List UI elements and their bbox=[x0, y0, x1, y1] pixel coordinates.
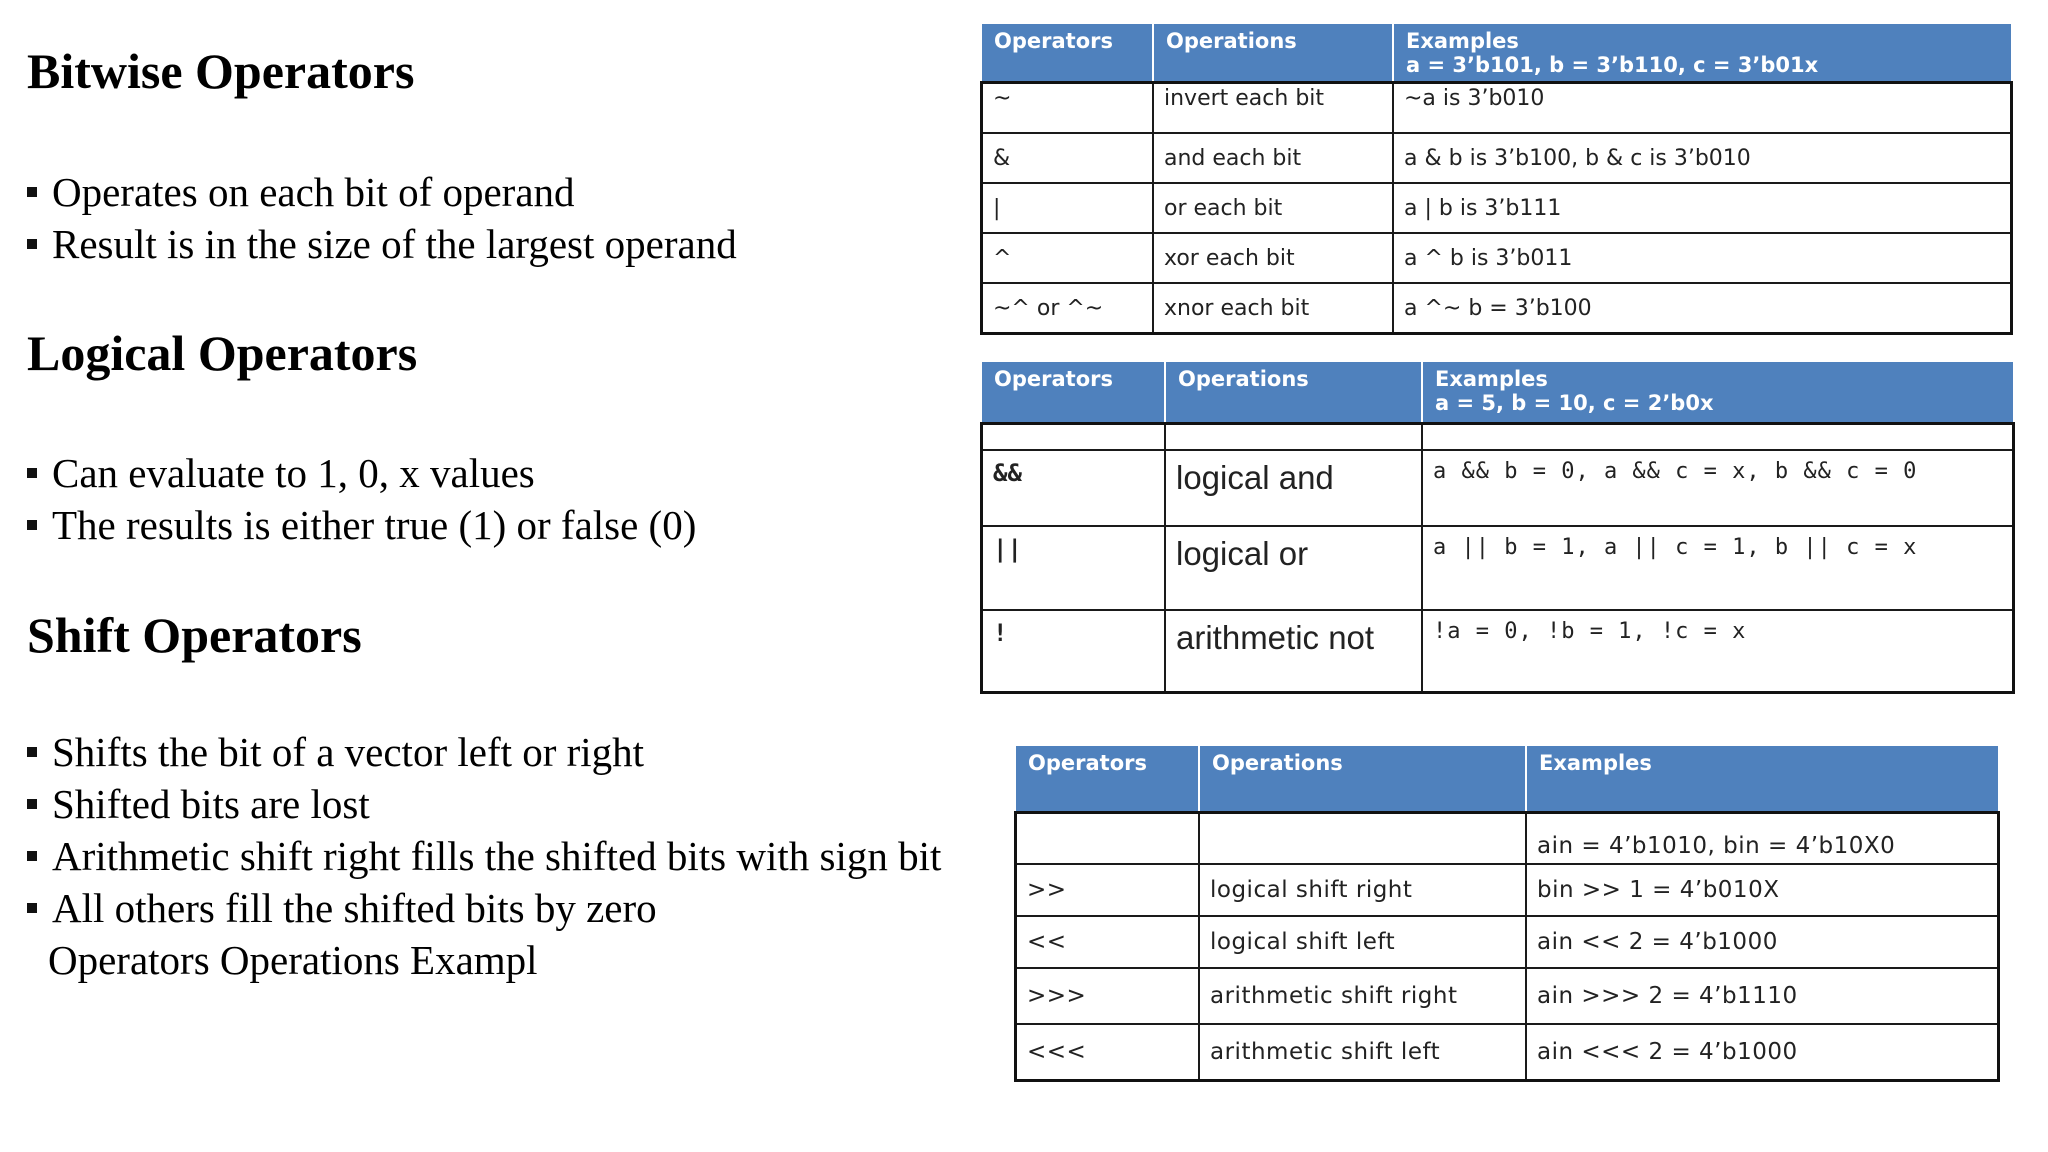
operation-cell: arithmetic shift right bbox=[1199, 968, 1526, 1024]
operator-cell: ~^ or ^~ bbox=[982, 283, 1153, 333]
shift-trailing-text: Operators Operations Exampl bbox=[48, 937, 538, 983]
header-operators: Operators bbox=[1016, 746, 1199, 813]
example-cell: ain <<< 2 = 4’b1000 bbox=[1526, 1024, 1998, 1080]
bullet-square-icon bbox=[27, 799, 37, 809]
operator-cell: >>> bbox=[1016, 968, 1199, 1024]
operator-cell: ^ bbox=[982, 233, 1153, 283]
operation-cell: logical or bbox=[1165, 526, 1422, 610]
example-cell: a | b is 3’b111 bbox=[1393, 183, 2011, 233]
empty-cell bbox=[982, 424, 1165, 450]
table-row bbox=[982, 526, 2013, 610]
logical-bullet-2 bbox=[27, 499, 696, 551]
example-cell: a & b is 3’b100, b & c is 3’b010 bbox=[1393, 133, 2011, 183]
operation-cell: logical shift left bbox=[1199, 916, 1526, 968]
example-cell: a || b = 1, a || c = 1, b || c = x bbox=[1422, 526, 2013, 610]
example-cell: bin >> 1 = 4’b010X bbox=[1526, 864, 1998, 916]
header-operations: Operations bbox=[1199, 746, 1526, 813]
header-operators: Operators bbox=[982, 362, 1165, 424]
operation-cell: arithmetic not bbox=[1165, 610, 1422, 692]
example-cell: ain << 2 = 4’b1000 bbox=[1526, 916, 1998, 968]
operation-cell: or each bit bbox=[1153, 183, 1393, 233]
table-row bbox=[982, 610, 2013, 692]
shift-bullet-1 bbox=[27, 726, 941, 778]
logical-operators-table bbox=[981, 362, 2014, 693]
empty-cell bbox=[1422, 424, 2013, 450]
operator-cell: >> bbox=[1016, 864, 1199, 916]
operation-cell: logical and bbox=[1165, 450, 1422, 526]
operation-cell: xor each bit bbox=[1153, 233, 1393, 283]
table-row bbox=[982, 450, 2013, 526]
example-cell: ain >>> 2 = 4’b1110 bbox=[1526, 968, 1998, 1024]
operator-cell: | bbox=[982, 183, 1153, 233]
operation-cell: invert each bit bbox=[1153, 83, 1393, 133]
header-examples-values: a = 5, b = 10, c = 2’b0x bbox=[1435, 391, 1714, 415]
header-operations: Operations bbox=[1153, 24, 1393, 83]
bitwise-bullet-2 bbox=[27, 218, 737, 270]
shift-bullet-2-text: Shifted bits are lost bbox=[52, 781, 370, 827]
operator-cell: << bbox=[1016, 916, 1199, 968]
operator-cell: && bbox=[982, 450, 1165, 526]
bullet-square-icon bbox=[27, 468, 37, 478]
table-row bbox=[1016, 1024, 1998, 1080]
empty-cell bbox=[1016, 813, 1199, 864]
example-cell: !a = 0, !b = 1, !c = x bbox=[1422, 610, 2013, 692]
operator-cell: & bbox=[982, 133, 1153, 183]
operator-cell: ~ bbox=[982, 83, 1153, 133]
table-header-row bbox=[982, 362, 2013, 424]
bullet-square-icon bbox=[27, 187, 37, 197]
bullet-square-icon bbox=[27, 239, 37, 249]
bitwise-bullet-1-text: Operates on each bit of operand bbox=[52, 169, 575, 215]
bullet-square-icon bbox=[27, 903, 37, 913]
table-row bbox=[982, 183, 2011, 233]
table-row bbox=[1016, 864, 1998, 916]
table-row bbox=[982, 133, 2011, 183]
shift-bullet-3 bbox=[27, 830, 941, 882]
shift-bullet-2 bbox=[27, 778, 941, 830]
shift-bullet-4-text: All others fill the shifted bits by zero bbox=[52, 885, 657, 931]
header-examples-values: a = 3’b101, b = 3’b110, c = 3’b01x bbox=[1406, 53, 1819, 77]
table-row bbox=[982, 233, 2011, 283]
empty-cell bbox=[1199, 813, 1526, 864]
operation-cell: and each bit bbox=[1153, 133, 1393, 183]
logical-bullet-1 bbox=[27, 447, 696, 499]
header-examples-label: Examples bbox=[1406, 29, 1519, 53]
bitwise-operators-table bbox=[981, 24, 2012, 334]
example-cell: a ^~ b = 3’b100 bbox=[1393, 283, 2011, 333]
shift-bullet-1-text: Shifts the bit of a vector left or right bbox=[52, 729, 645, 775]
operation-cell: arithmetic shift left bbox=[1199, 1024, 1526, 1080]
logical-bullet-1-text: Can evaluate to 1, 0, x values bbox=[52, 450, 535, 496]
table-row bbox=[1016, 916, 1998, 968]
operation-cell: logical shift right bbox=[1199, 864, 1526, 916]
example-cell: a ^ b is 3’b011 bbox=[1393, 233, 2011, 283]
bullet-square-icon bbox=[27, 851, 37, 861]
bitwise-bullet-list bbox=[27, 166, 737, 270]
table-spacer-row bbox=[982, 424, 2013, 450]
bullet-square-icon bbox=[27, 747, 37, 757]
operator-cell: ! bbox=[982, 610, 1165, 692]
header-operators: Operators bbox=[982, 24, 1153, 83]
example-cell: ~a is 3’b010 bbox=[1393, 83, 2011, 133]
operator-cell: || bbox=[982, 526, 1165, 610]
shift-bullet-3-text: Arithmetic shift right fills the shifted bits with sign bit bbox=[52, 833, 942, 879]
header-examples: Examples bbox=[1526, 746, 1998, 813]
header-examples bbox=[1422, 362, 2013, 424]
header-examples-label: Examples bbox=[1435, 367, 1548, 391]
shift-operators-table bbox=[1015, 746, 1999, 1081]
bitwise-bullet-1 bbox=[27, 166, 737, 218]
shift-bullet-4 bbox=[27, 882, 941, 934]
table-row bbox=[1016, 813, 1998, 864]
operation-cell: xnor each bit bbox=[1153, 283, 1393, 333]
table-row bbox=[982, 83, 2011, 133]
table-header-row bbox=[1016, 746, 1998, 813]
logical-operators-title: Logical Operators bbox=[27, 325, 418, 381]
bullet-square-icon bbox=[27, 520, 37, 530]
bitwise-operators-title: Bitwise Operators bbox=[27, 43, 415, 99]
bitwise-bullet-2-text: Result is in the size of the largest operand bbox=[52, 221, 737, 267]
logical-bullet-2-text: The results is either true (1) or false (0) bbox=[52, 502, 697, 548]
header-examples bbox=[1393, 24, 2011, 83]
operator-cell: <<< bbox=[1016, 1024, 1199, 1080]
shift-operators-title: Shift Operators bbox=[27, 607, 362, 663]
table-row bbox=[982, 283, 2011, 333]
empty-cell bbox=[1165, 424, 1422, 450]
example-cell: ain = 4’b1010, bin = 4’b10X0 bbox=[1526, 813, 1998, 864]
table-header-row bbox=[982, 24, 2011, 83]
example-cell: a && b = 0, a && c = x, b && c = 0 bbox=[1422, 450, 2013, 526]
header-operations: Operations bbox=[1165, 362, 1422, 424]
logical-bullet-list bbox=[27, 447, 696, 551]
shift-bullet-list bbox=[27, 726, 941, 934]
table-row bbox=[1016, 968, 1998, 1024]
